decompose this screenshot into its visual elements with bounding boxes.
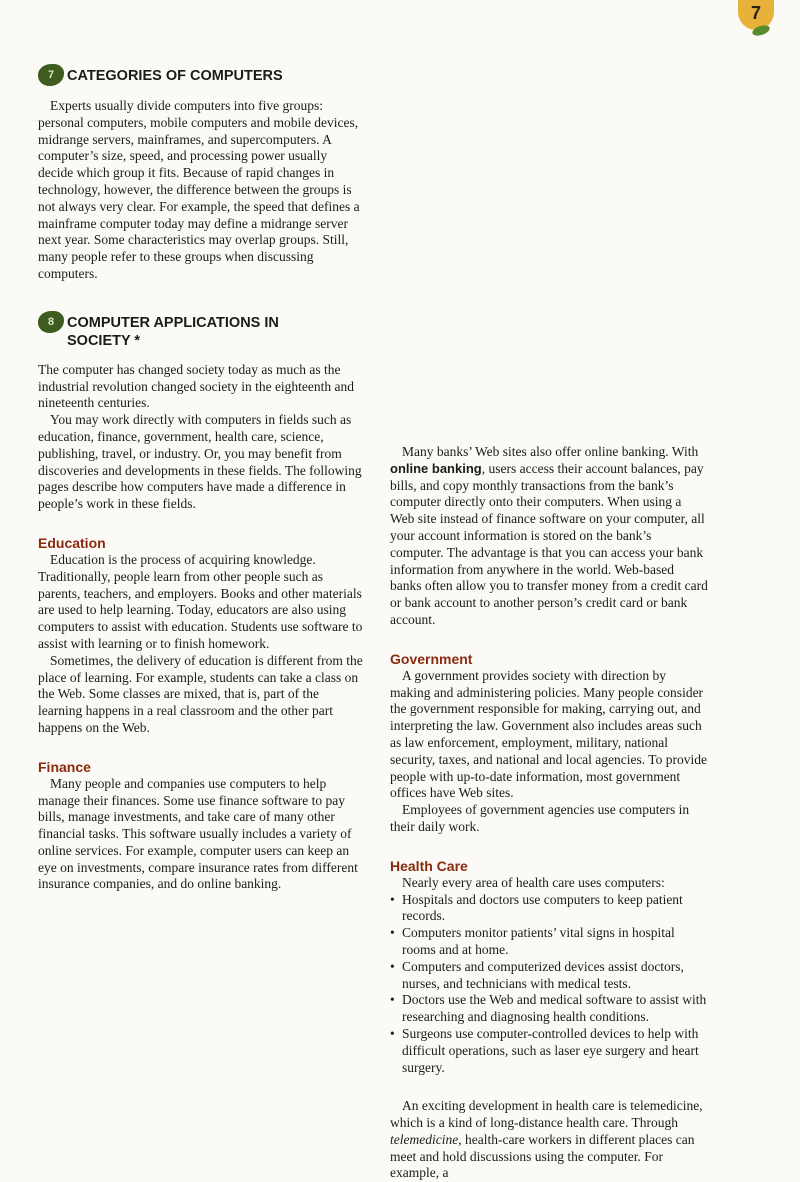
left-column	[38, 64, 364, 893]
categories-heading	[38, 66, 364, 86]
list-item: • Computers monitor patients’ vital signs in hospital rooms and at home.	[390, 925, 708, 959]
health-bullet-list	[390, 892, 708, 1077]
categories-heading-text: CATEGORIES OF COMPUTERS	[67, 68, 283, 84]
applications-paragraph-1: The computer has changed society today as much as the industrial revolution changed society in the eighteenth and nineteenth centuries.	[38, 361, 355, 411]
education-heading: Education	[38, 534, 106, 551]
list-item: • Computers and computerized devices assist doctors, nurses, and technicians with medical tests.	[390, 959, 708, 993]
finance-paragraph-1: Many people and companies use computers to help manage their finances. Some use finance software to pay bills, manage investments, and take care of many other financial tasks. This software usually includes a variety of online services. For example, computer users can keep an eye on investments, compare insurance rates from different insurance companies, and do online banking.	[38, 775, 358, 892]
finance-paragraph-2	[390, 444, 708, 629]
health-intro: Nearly every area of health care uses computers:	[402, 874, 665, 890]
finance-text: Many banks’ Web sites also offer online banking. With	[402, 444, 699, 459]
telemedicine-paragraph	[390, 1098, 708, 1182]
finance-text: , users access their account balances, pay bills, and copy monthly transactions from the bank’s computer directly onto their computers. When using a Web site instead of finance software on your computer, all your account information is stored on the bank’s computer. The advantage is that you can access your bank information from anywhere in the world. Web-based banks often allow you to transfer money from a credit card or bank account to another person’s credit card or bank account.	[390, 460, 708, 627]
applications-heading-text: COMPUTER APPLICATIONS IN SOCIETY *	[67, 314, 279, 349]
government-heading: Government	[390, 650, 473, 667]
page-number: 7	[738, 0, 774, 30]
finance-heading: Finance	[38, 758, 91, 775]
section-badge-icon: 7	[38, 64, 64, 86]
list-item: • Hospitals and doctors use computers to keep patient records.	[390, 892, 708, 926]
government-paragraph-1: A government provides society with direction by making and administering policies. Many people consider the government responsible for making, carrying out, and interpreting the law. Government also includes areas such as law enforcement, employment, military, national security, taxes, and national and local agencies. To provide people with up-to-date information, most government offices have Web sites.	[390, 667, 707, 801]
government-paragraph-2: Employees of government agencies use computers in their daily work.	[390, 802, 690, 834]
list-item: • Doctors use the Web and medical software to assist with researching and diagnosing health conditions.	[390, 992, 708, 1026]
applications-heading	[38, 313, 318, 350]
online-banking-term: online banking	[390, 460, 482, 476]
list-item: • Surgeons use computer-controlled devices to help with difficult operations, such as laser eye surgery and heart surgery.	[390, 1026, 708, 1076]
health-heading: Health Care	[390, 857, 468, 874]
applications-paragraph-2: You may work directly with computers in fields such as education, finance, government, health care, science, publishing, travel, or industry. Or, you may benefit from discoveries and developments in these fields. The following pages describe how computers have made a difference in people’s work in these fields.	[38, 412, 362, 512]
education-paragraph-2: Sometimes, the delivery of education is different from the place of learning. For example, students can take a class on the Web. Some classes are mixed, that is, part of the learning happens in a real classroom and the other part happens on the Web.	[38, 652, 363, 735]
telemedicine-text: , health-care workers in different places can meet and hold discussions using the computer. For example, a	[390, 1131, 695, 1181]
telemedicine-text: An exciting development in health care is telemedicine, which is a kind of long-distance health care. Through	[390, 1098, 703, 1131]
telemedicine-term: telemedicine	[390, 1131, 459, 1147]
education-paragraph-1: Education is the process of acquiring knowledge. Traditionally, people learn from other people such as parents, teachers, and employers. Books and other materials are used to help learning. Today, educators are also using computers to assist with education. Students use software to assist with learning or to finish homework.	[38, 551, 363, 651]
section-badge-icon: 8	[38, 311, 64, 333]
right-column	[390, 64, 708, 1182]
categories-paragraph: Experts usually divide computers into five groups: personal computers, mobile computers and mobile devices, midrange servers, mainframes, and supercomputers. A computer’s size, speed, and processing power usually decide which group it fits. Because of rapid changes in technology, however, the difference between the groups is not always very clear. For example, the speed that defines a mainframe computer today may define a midrange server next year. Some characteristics may overlap groups. Still, many people refer to these groups when discussing computers.	[38, 98, 360, 281]
